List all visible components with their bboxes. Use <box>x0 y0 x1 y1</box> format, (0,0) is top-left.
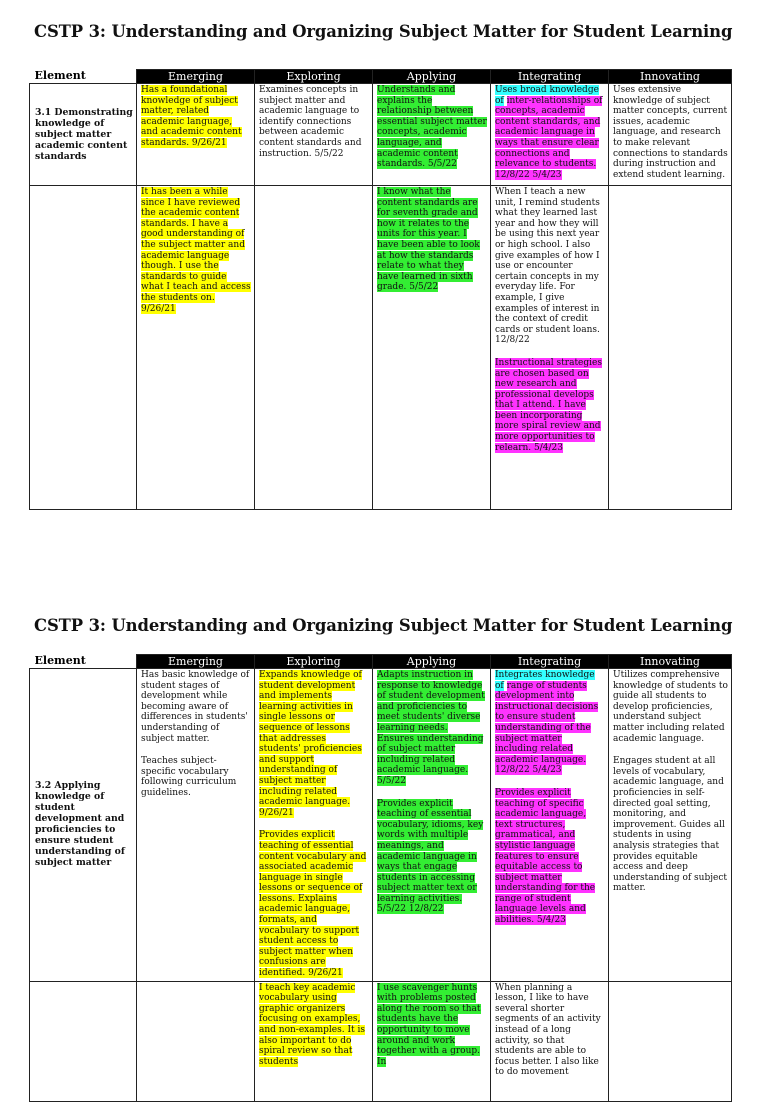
cell-applying <box>373 669 491 982</box>
rubric-row-descriptors <box>30 84 732 186</box>
cell-text: Instructional strategies are chosen based on new research and professional develops that I attend. I have been incorporating more spiral review and more opportunities to relearn. 5/4/23 <box>495 357 602 453</box>
cell-innovating <box>609 669 732 982</box>
element-column-header: Element <box>30 70 137 84</box>
cell-integrating <box>491 84 609 186</box>
cell-paragraph <box>613 670 728 744</box>
cell-paragraph <box>613 756 728 894</box>
cell-text: It has been a while since I have reviewed the academic content standards. I have a good understanding of the subject matter and academic language though. I use the standards to guide what I teach and access the students on. 9/26/21 <box>141 187 251 314</box>
cell-integrating <box>491 669 609 982</box>
cell-text: Provides explicit teaching of essential content vocabulary and associated academic language in single lessons or sequence of lessons. Explains academic language, formats, and vocabulary to support student access to subject matter when confusions are identified. 9/26/21 <box>259 830 367 979</box>
cell-applying <box>373 84 491 186</box>
level-header-exploring: Exploring <box>255 70 373 84</box>
rubric-row-evidence <box>30 981 732 1101</box>
rubric-table <box>29 654 732 1102</box>
cell-text: I teach key academic vocabulary using graphic organizers focusing on examples, and non-examples. It is also important to do spiral review so that students <box>259 982 365 1067</box>
cell-integrating <box>491 981 609 1101</box>
element-column-header: Element <box>30 655 137 669</box>
cell-emerging <box>137 669 255 982</box>
cell-integrating <box>491 186 609 510</box>
element-cell <box>30 669 137 982</box>
cell-paragraph <box>141 670 251 744</box>
level-header-integrating: Integrating <box>491 70 609 84</box>
cell-text: Teaches subject-specific vocabulary following curriculum guidelines. <box>141 756 237 798</box>
cell-paragraph <box>259 830 369 978</box>
level-header-applying: Applying <box>373 655 491 669</box>
cell-paragraph <box>377 799 487 916</box>
rubric-header-row <box>30 655 732 669</box>
level-header-emerging: Emerging <box>137 70 255 84</box>
cell-text: I use scavenger hunts with problems posted along the room so that students have the opportunity to move around and work together with a group. In <box>377 982 481 1067</box>
cell-emerging <box>137 84 255 186</box>
cell-text: Provides explicit teaching of essential vocabulary, idioms, key words with multiple meanings, and academic language in ways that engage students in accessing subject matter text or learning activities. 5/5/22 12/8/22 <box>377 798 484 915</box>
cell-applying <box>373 186 491 510</box>
cell-paragraph <box>495 187 605 346</box>
cell-paragraph <box>495 788 605 926</box>
cell-innovating <box>609 981 732 1101</box>
cell-text: Adapts instruction in response to knowledge of student development and proficiencies to meet students' diverse learning needs. Ensures understanding of subject matter including related academic language. 5/5/22 <box>377 670 485 786</box>
cell-text-lead: Uses broad knowledge of <box>495 85 599 106</box>
cell-paragraph <box>495 358 605 453</box>
cell-emerging <box>137 186 255 510</box>
cell-paragraph <box>259 670 369 818</box>
element-cell <box>30 186 137 510</box>
page-title: CSTP 3: Understanding and Organizing Subject Matter for Student Learning <box>34 616 733 635</box>
level-header-exploring: Exploring <box>255 655 373 669</box>
cell-innovating <box>609 186 732 510</box>
rubric-header-row <box>30 70 732 84</box>
cell-text: Understands and explains the relationship between essential subject matter concepts, academic language, and academic content standards. 5/5/22 <box>377 85 487 170</box>
cell-text: Examines concepts in subject matter and academic language to identify connections between academic content standards and instruction. 5/5/22 <box>259 85 362 159</box>
rubric-row-evidence <box>30 186 732 510</box>
cell-applying <box>373 981 491 1101</box>
level-header-integrating: Integrating <box>491 655 609 669</box>
level-header-innovating: Innovating <box>609 70 732 84</box>
level-header-applying: Applying <box>373 70 491 84</box>
cell-paragraph <box>495 670 605 776</box>
cell-paragraph <box>141 756 251 798</box>
cell-text: Uses extensive knowledge of subject matter concepts, current issues, academic language, and research to make relevant connections to standards during instruction and extend student learning. <box>613 85 728 180</box>
cell-text: Provides explicit teaching of specific academic language, text structures, grammatical, and stylistic language features to ensure equitable access to subject matter understanding for the range of student language levels and abilities. 5/4/23 <box>495 787 596 926</box>
level-header-emerging: Emerging <box>137 655 255 669</box>
cell-text: I know what the content standards are for seventh grade and how it relates to the units for this year. I have been able to look at how the standards relate to what they have learned in sixth grade. 5/5/22 <box>377 187 480 293</box>
element-label: 3.2 Applying knowledge of student development and proficiencies to ensure student understanding of subject matter <box>35 780 125 869</box>
cell-text: Utilizes comprehensive knowledge of students to guide all students to develop proficiencies, understand subject matter including related academic language. <box>613 670 728 744</box>
cell-text: Expands knowledge of student development and implements learning activities in single lessons or sequence of lessons that addresses students' proficiencies and support understanding of subject matter including related academic language. 9/26/21 <box>259 670 362 818</box>
cell-emerging <box>137 981 255 1101</box>
cell-text: Has a foundational knowledge of subject matter, related academic language, and academic content standards. 9/26/21 <box>141 85 242 148</box>
cell-text: When planning a lesson, I like to have several shorter segments of an activity instead of a long activity, so that students are able to focus better. I also like to do movement <box>495 982 601 1078</box>
element-cell <box>30 84 137 186</box>
page-title: CSTP 3: Understanding and Organizing Subject Matter for Student Learning <box>34 22 733 41</box>
cell-exploring <box>255 981 373 1101</box>
cell-text: Has basic knowledge of student stages of development while becoming aware of differences in students' understanding of subject matter. <box>141 670 250 744</box>
cell-exploring <box>255 669 373 982</box>
cell-text: When I teach a new unit, I remind students what they learned last year and how they will be using this next year or high school. I also give examples of how I use or encounter certain concepts in my everyday life. For example, I give examples of interest in the context of credit cards or student loans. 12/8/22 <box>495 187 600 346</box>
cell-text: Engages student at all levels of vocabulary, academic language, and proficiencies in self-directed goal setting, monitoring, and improvement. Guides all students in using analysis strategies that provides equitable access and deep understanding of subject matter. <box>613 756 727 894</box>
cell-paragraph <box>377 670 487 787</box>
cell-text: range of students development into instructional decisions to ensure student understanding of the subject matter including related academic language. 12/8/22 5/4/23 <box>495 680 599 776</box>
element-cell <box>30 981 137 1101</box>
cell-text-lead: Integrates knowledge of <box>495 670 595 691</box>
element-label: 3.1 Demonstrating knowledge of subject matter academic content standards <box>35 106 133 162</box>
rubric-table <box>29 69 732 510</box>
level-header-innovating: Innovating <box>609 655 732 669</box>
rubric-row-descriptors <box>30 669 732 982</box>
cell-exploring <box>255 84 373 186</box>
cell-text: inter-relationships of concepts, academic content standards, and academic language in ways that ensure clear connections and relevance to students. 12/8/22 5/4/23 <box>495 95 603 180</box>
cell-innovating <box>609 84 732 186</box>
cell-exploring <box>255 186 373 510</box>
